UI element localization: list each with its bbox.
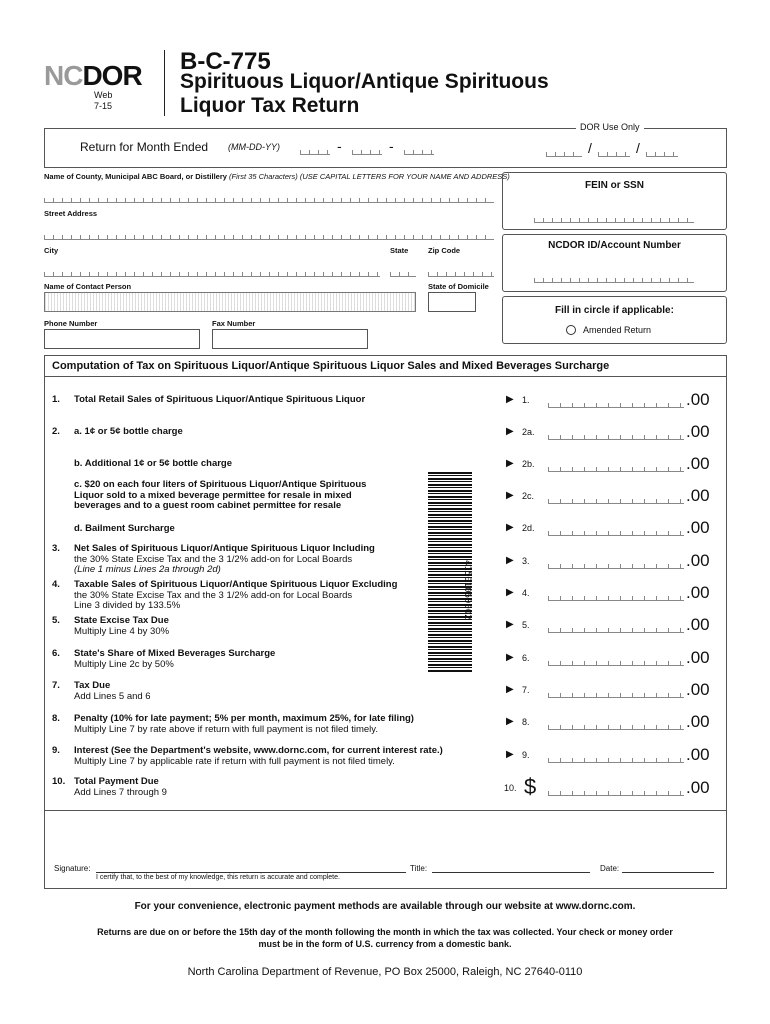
computation-title: Computation of Tax on Spirituous Liquor/Antique Spirituous Liquor Sales and Mixed Beverages Surcharge bbox=[52, 360, 610, 372]
form-title-line1: Spirituous Liquor/Antique Spirituous bbox=[180, 70, 549, 93]
cents-label: .00 bbox=[686, 454, 710, 473]
line-number: 8. bbox=[52, 713, 60, 724]
line-text: Taxable Sales of Spirituous Liquor/Antique Spirituous Liquor Excluding bbox=[74, 579, 398, 590]
city-label: City bbox=[44, 246, 59, 255]
logo-nc: NC bbox=[44, 60, 83, 91]
line-text: Interest (See the Department's website, www.dornc.com, for current interest rate.) bbox=[74, 745, 443, 756]
line-6 bbox=[52, 544, 422, 584]
year-input[interactable] bbox=[404, 148, 434, 155]
fill-circle-label: Fill in circle if applicable: bbox=[555, 305, 674, 316]
cents-label: .00 bbox=[686, 518, 710, 537]
arrow-icon: ▶ bbox=[506, 555, 514, 566]
arrow-icon: ▶ bbox=[506, 716, 514, 727]
state-label: State bbox=[390, 246, 409, 255]
due-note-1: Returns are due on or before the 15th day of the month following the month in which the tax was collected. Your check or money order bbox=[97, 927, 673, 937]
cents-label: .00 bbox=[686, 648, 710, 667]
due-note-2: must be in the form of U.S. currency from a domestic bank. bbox=[258, 939, 512, 949]
cents-label: .00 bbox=[686, 680, 710, 699]
line-ref: 7. bbox=[522, 685, 530, 695]
version-label: 7-15 bbox=[94, 101, 113, 111]
amount-input[interactable] bbox=[548, 755, 684, 763]
dor-use-field-3 bbox=[646, 150, 678, 157]
line-text: Add Lines 7 through 9 bbox=[74, 786, 167, 798]
line-ref: 2c. bbox=[522, 491, 535, 501]
line-number: 6. bbox=[52, 648, 60, 659]
line-text: a. 1¢ or 5¢ bottle charge bbox=[74, 426, 183, 437]
line-number: 7. bbox=[52, 680, 60, 691]
line-number: 4. bbox=[52, 579, 60, 590]
amount-input[interactable] bbox=[548, 690, 684, 698]
line-text: the 30% State Excise Tax and the 3 1/2% add-on for Local Boards bbox=[74, 589, 353, 601]
arrow-icon: ▶ bbox=[506, 749, 514, 760]
arrow-icon: ▶ bbox=[506, 394, 514, 405]
ncdor-id-label: NCDOR ID/Account Number bbox=[548, 240, 681, 251]
line-text: d. Bailment Surcharge bbox=[74, 523, 175, 534]
line-ref: 10. bbox=[504, 783, 517, 793]
barcode-number: 41501060002 bbox=[462, 560, 472, 620]
line-text: Multiply Line 7 by applicable rate if return with full payment is not filed timely. bbox=[74, 755, 395, 767]
line-text: Total Retail Sales of Spirituous Liquor/Antique Spirituous Liquor bbox=[74, 394, 366, 405]
ncdor-logo bbox=[44, 60, 142, 92]
line-text: Add Lines 5 and 6 bbox=[74, 690, 151, 702]
line-ref: 2d. bbox=[522, 523, 535, 533]
line-text: Net Sales of Spirituous Liquor/Antique Spirituous Liquor Including bbox=[74, 543, 375, 554]
line-ref: 3. bbox=[522, 556, 530, 566]
line-text: State Excise Tax Due bbox=[74, 615, 169, 626]
cents-label: .00 bbox=[686, 583, 710, 602]
phone-label: Phone Number bbox=[44, 319, 98, 328]
cents-label: .00 bbox=[686, 422, 710, 441]
return-month-format: (MM-DD-YY) bbox=[228, 142, 280, 152]
name-label-text: Name of County, Municipal ABC Board, or Distillery bbox=[44, 172, 227, 181]
form-number: B-C-775 bbox=[180, 48, 271, 75]
slash-2: / bbox=[636, 140, 640, 156]
state-input[interactable] bbox=[390, 270, 416, 277]
contact-label: Name of Contact Person bbox=[44, 282, 132, 291]
amount-input[interactable] bbox=[548, 496, 684, 504]
line-text: b. Additional 1¢ or 5¢ bottle charge bbox=[74, 458, 233, 469]
dor-use-field-1 bbox=[546, 150, 582, 157]
cents-label: .00 bbox=[686, 712, 710, 731]
amended-label: Amended Return bbox=[583, 325, 652, 335]
line-text: Penalty (10% for late payment; 5% per month, maximum 25%, for late filing) bbox=[74, 713, 414, 724]
signature-divider bbox=[44, 810, 727, 811]
electronic-note: For your convenience, electronic payment methods are available through our website at www.dornc.com. bbox=[134, 901, 636, 912]
signature-line[interactable] bbox=[96, 872, 406, 873]
form-title-line2: Liquor Tax Return bbox=[180, 94, 360, 117]
line-ref: 4. bbox=[522, 588, 530, 598]
cents-label: .00 bbox=[686, 390, 710, 409]
day-input[interactable] bbox=[352, 148, 382, 155]
line-4 bbox=[52, 480, 422, 520]
line-ref: 9. bbox=[522, 750, 530, 760]
line-text: Total Payment Due bbox=[74, 776, 159, 787]
fein-input[interactable] bbox=[534, 216, 694, 223]
dor-use-field-2 bbox=[598, 150, 630, 157]
amount-input[interactable] bbox=[548, 788, 684, 796]
name-label-hint: (First 35 Characters) (USE CAPITAL LETTERS FOR YOUR NAME AND ADDRESS) bbox=[229, 172, 510, 181]
line-ref: 8. bbox=[522, 717, 530, 727]
cents-label: .00 bbox=[686, 551, 710, 570]
line-number: 1. bbox=[52, 394, 60, 405]
ncdor-id-input[interactable] bbox=[534, 276, 694, 283]
amended-box bbox=[502, 296, 727, 344]
line-ref: 6. bbox=[522, 653, 530, 663]
city-input[interactable] bbox=[44, 270, 380, 277]
certify-text: I certify that, to the best of my knowledge, this return is accurate and complete. bbox=[96, 874, 340, 881]
return-month-label: Return for Month Ended bbox=[80, 140, 209, 154]
arrow-icon: ▶ bbox=[506, 458, 514, 469]
amount-input[interactable] bbox=[548, 561, 684, 569]
amount-input[interactable] bbox=[548, 464, 684, 472]
line-ref: 2a. bbox=[522, 427, 535, 437]
mailing-address: North Carolina Department of Revenue, PO Box 25000, Raleigh, NC 27640-0110 bbox=[187, 966, 583, 978]
dash-1: - bbox=[337, 138, 342, 154]
line-text: Multiply Line 2c by 50% bbox=[74, 658, 174, 670]
dollar-sign: $ bbox=[524, 774, 537, 799]
arrow-icon: ▶ bbox=[506, 490, 514, 501]
line-text: Multiply Line 7 by rate above if return with full payment is not filed timely. bbox=[74, 723, 378, 735]
line-text: beverages and to a guest room cabinet permittee for resale bbox=[74, 500, 342, 511]
line-7 bbox=[52, 580, 422, 620]
amount-input[interactable] bbox=[548, 722, 684, 730]
amount-input[interactable] bbox=[548, 432, 684, 440]
header-divider bbox=[164, 50, 165, 116]
title-line[interactable] bbox=[432, 872, 590, 873]
arrow-icon: ▶ bbox=[506, 684, 514, 695]
arrow-icon: ▶ bbox=[506, 426, 514, 437]
month-input[interactable] bbox=[300, 148, 330, 155]
name-input[interactable] bbox=[44, 196, 494, 203]
signature-label: Signature: bbox=[54, 864, 91, 873]
arrow-icon: ▶ bbox=[506, 522, 514, 533]
slash-1: / bbox=[588, 140, 592, 156]
line-text: (Line 1 minus Lines 2a through 2d) bbox=[74, 564, 221, 575]
line-ref: 5. bbox=[522, 620, 530, 630]
amount-input[interactable] bbox=[548, 658, 684, 666]
domicile-input[interactable] bbox=[428, 292, 476, 312]
line-number: 5. bbox=[52, 615, 60, 626]
title-label: Title: bbox=[410, 864, 428, 873]
arrow-icon: ▶ bbox=[506, 619, 514, 630]
web-label: Web bbox=[94, 90, 113, 100]
fein-label: FEIN or SSN bbox=[585, 180, 644, 191]
line-text: c. $20 on each four liters of Spirituous Liquor/Antique Spirituous bbox=[74, 479, 367, 490]
line-text: Multiply Line 4 by 30% bbox=[74, 625, 170, 637]
line-text: the 30% State Excise Tax and the 3 1/2% add-on for Local Boards bbox=[74, 553, 353, 565]
cents-label: .00 bbox=[686, 745, 710, 764]
line-number: 3. bbox=[52, 543, 60, 554]
line-text: Liquor sold to a mixed beverage permittee for resale in mixed bbox=[74, 489, 352, 501]
date-line[interactable] bbox=[622, 872, 714, 873]
logo-dor: DOR bbox=[82, 60, 142, 91]
cents-label: .00 bbox=[686, 486, 710, 505]
line-ref: 1. bbox=[522, 395, 530, 405]
line-13 bbox=[52, 777, 422, 817]
cents-label: .00 bbox=[686, 778, 710, 797]
amount-input[interactable] bbox=[548, 593, 684, 601]
amount-input[interactable] bbox=[548, 625, 684, 633]
street-input[interactable] bbox=[44, 233, 494, 240]
amended-radio[interactable] bbox=[566, 325, 576, 335]
contact-input[interactable] bbox=[44, 292, 416, 312]
line-ref: 2b. bbox=[522, 459, 535, 469]
name-label bbox=[44, 172, 510, 181]
line-number: 10. bbox=[52, 776, 66, 787]
form-title bbox=[180, 70, 600, 118]
zip-input[interactable] bbox=[428, 270, 494, 277]
street-label: Street Address bbox=[44, 209, 98, 218]
dor-use-only: DOR Use Only bbox=[576, 122, 644, 132]
line-number: 9. bbox=[52, 745, 60, 756]
arrow-icon: ▶ bbox=[506, 652, 514, 663]
cents-label: .00 bbox=[686, 615, 710, 634]
line-text: Line 3 divided by 133.5% bbox=[74, 600, 181, 611]
fax-label: Fax Number bbox=[212, 319, 256, 328]
line-text: Tax Due bbox=[74, 680, 111, 691]
date-label: Date: bbox=[600, 864, 620, 873]
amount-input[interactable] bbox=[548, 400, 684, 408]
line-text: State's Share of Mixed Beverages Surcharge bbox=[74, 648, 276, 659]
dash-2: - bbox=[389, 138, 394, 154]
zip-label: Zip Code bbox=[428, 246, 461, 255]
line-number: 2. bbox=[52, 426, 60, 437]
fax-input[interactable] bbox=[212, 329, 368, 349]
amount-input[interactable] bbox=[548, 528, 684, 536]
arrow-icon: ▶ bbox=[506, 587, 514, 598]
domicile-label: State of Domicile bbox=[428, 282, 489, 291]
phone-input[interactable] bbox=[44, 329, 200, 349]
